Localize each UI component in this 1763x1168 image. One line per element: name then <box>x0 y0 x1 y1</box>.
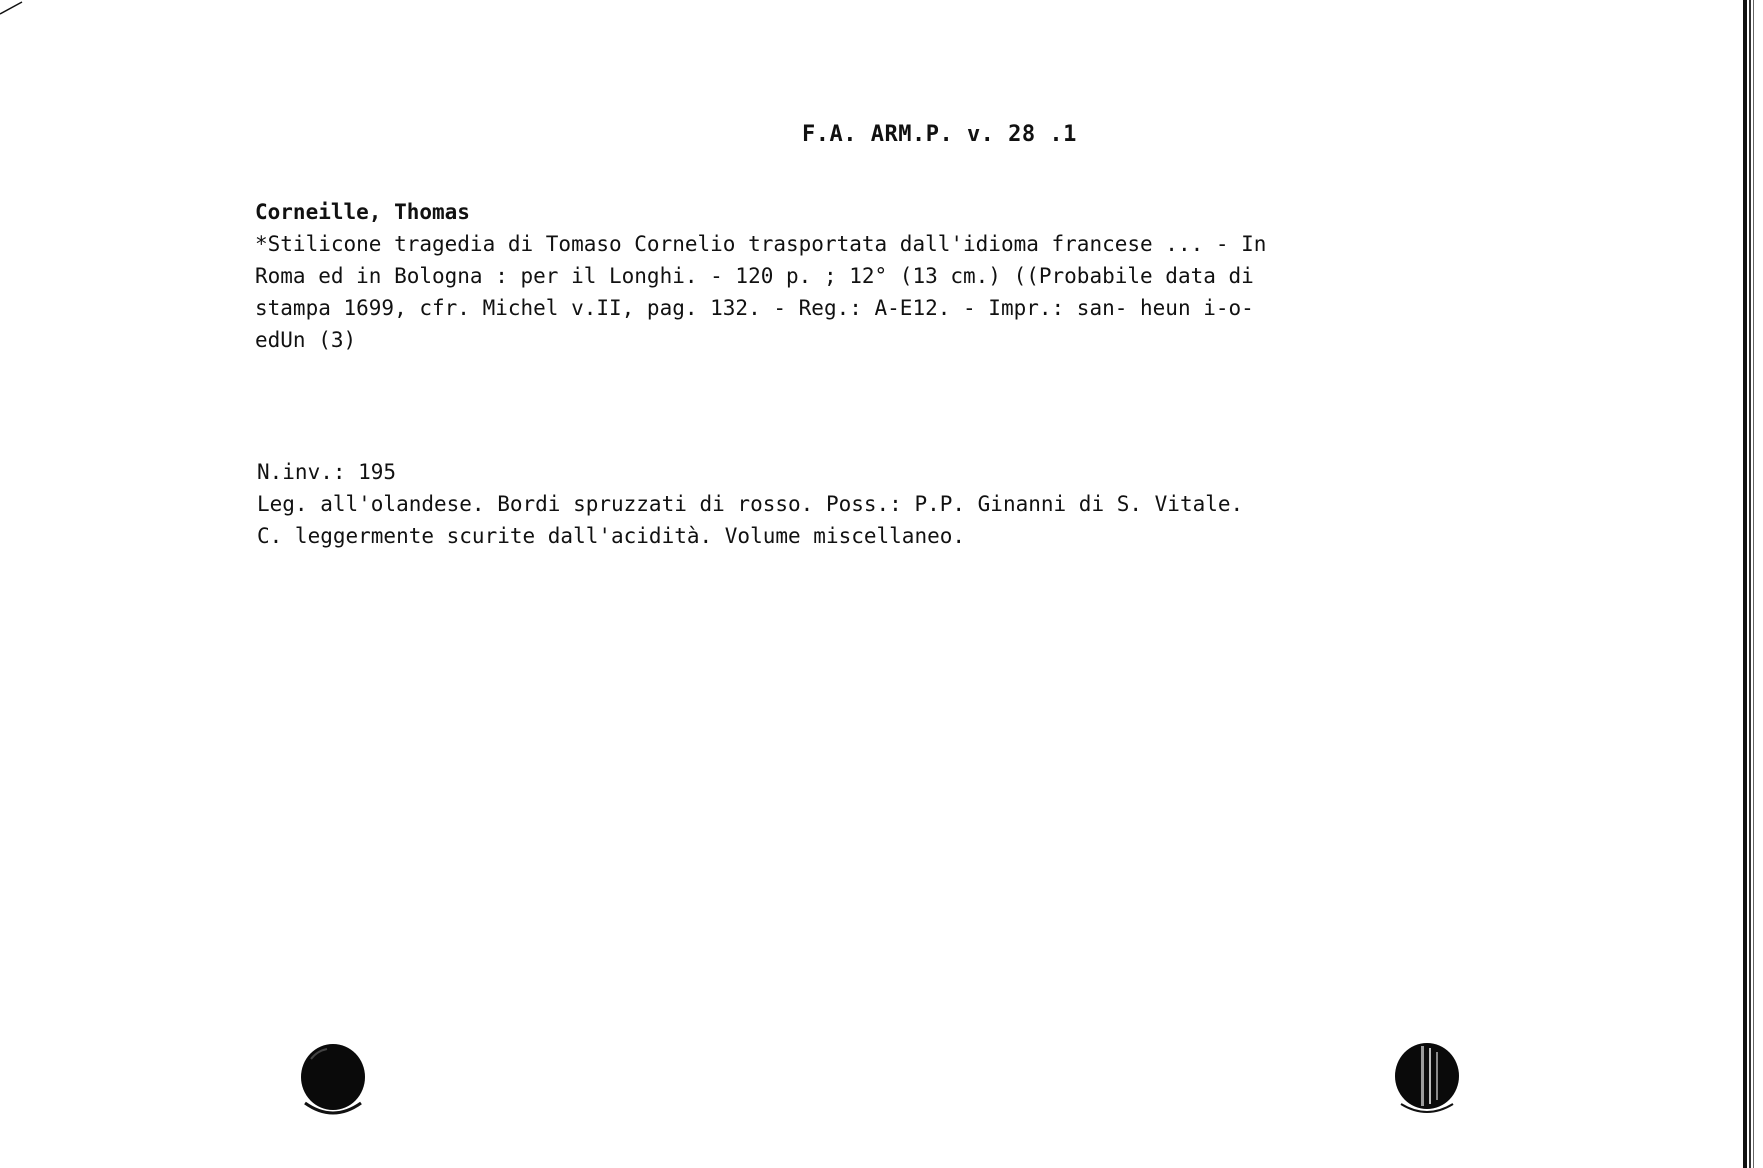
shelfmark: F.A. ARM.P. v. 28 .1 <box>802 122 1077 147</box>
description-line: *Stilicone tragedia di Tomaso Cornelio trasportata dall'idioma francese ... - In <box>255 232 1267 256</box>
card-right-edge <box>1735 0 1763 1168</box>
inventory-number: N.inv.: 195 <box>257 460 397 484</box>
copy-note-line: Leg. all'olandese. Bordi spruzzati di rosso. Poss.: P.P. Ginanni di S. Vitale. <box>257 492 1244 516</box>
description-line: stampa 1699, cfr. Michel v.II, pag. 132. - Reg.: A-E12. - Impr.: san- heun i-o- <box>255 296 1254 320</box>
description-line: edUn (3) <box>255 328 357 352</box>
copy-notes <box>257 456 1244 552</box>
corner-scan-mark <box>0 0 24 16</box>
author-heading: Corneille, Thomas <box>255 200 470 224</box>
bibliographic-record <box>255 196 1267 356</box>
punch-hole-icon <box>1391 1040 1463 1118</box>
punch-hole-icon <box>297 1041 369 1119</box>
copy-note-line: C. leggermente scurite dall'acidità. Volume miscellaneo. <box>257 524 966 548</box>
description-line: Roma ed in Bologna : per il Longhi. - 120 p. ; 12° (13 cm.) ((Probabile data di <box>255 264 1254 288</box>
